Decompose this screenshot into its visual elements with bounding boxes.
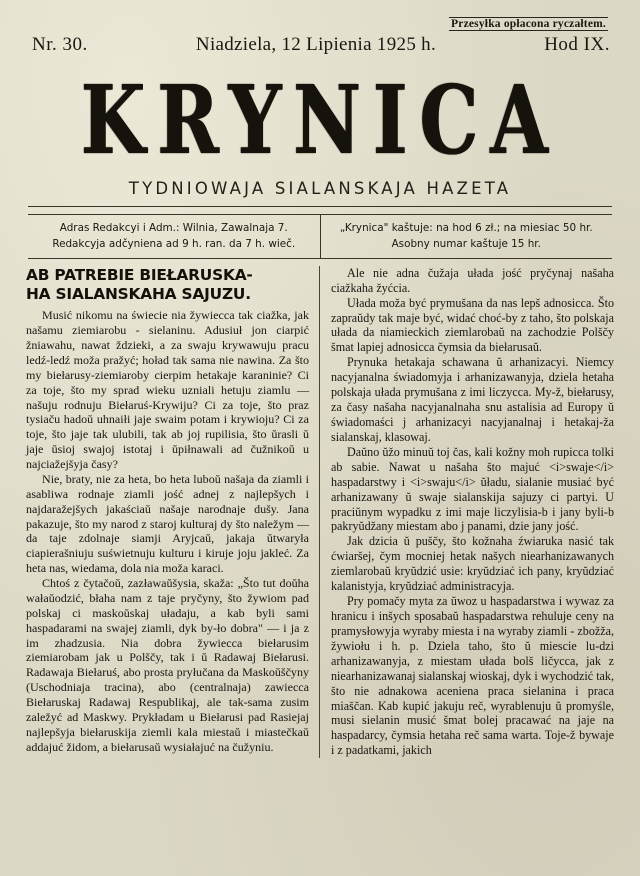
subscription-price-block: [321, 215, 613, 258]
article-headline: [26, 266, 309, 304]
article-headline-line1: AB PATREBIE BIEŁARUSKA-: [26, 265, 253, 284]
postage-note: [26, 18, 614, 30]
column-right: [320, 266, 614, 758]
article-paragraph: Nie, braty, nie za heta, bo heta luboŭ našaja da ziamli i asabliwa rodnaje ziamli jość adnej z najlepšych i najdaražejšych jakaściaŭ našaje narodnaje dušy. Jana pakazuje, što my narod z staroj kulturaj dy što naležym — da taje zdolnaje siamji Aryjcaŭ, jakaja ŭtwaryła ciapierašniuju suświetnuju kulturu i kiruje joju jakleć. Za heta nas, wiedama, dola nia moža karaci.: [26, 471, 309, 576]
article-paragraph: Ale nie adna čužaja ułada jość pryčynaj našaha ciažkaha žyćcia.: [331, 265, 614, 295]
issue-header: [32, 34, 610, 56]
article-paragraph: Musić nikomu na świecie nia žywiecca tak ciažka, jak našamu ziemiarobu - sielaninu. Adusiuł jon ciarpić žniawahu, nawat ždzieki, a za swaju krywawuju pracu ledź-ledź moža pražyć; hoład tak sama nie nawina. Za što my biełarusy-ziemiaroby cierpim hetakaje karaninie? Ci za toje, što my sprad wieku uzniali hetuju ziamlu — našuju rodnuju Biełaruś-Krywiju? Ci za toje, što praz tysiaču hadoŭ uhnaiłi jaje swaim potam i krywioju? Ci za toje, što jaje tak ulubili, tak ab joj rupilisia, što ŭrasli ŭ jaje ŭsioj swajoj istotaj i ŭpiłnawali ad čužnikoŭ u najciažejšyja časy?: [26, 308, 309, 472]
info-bar: [28, 214, 612, 259]
article-headline-line2: HA SIALANSKAHA SAJUZU.: [26, 284, 251, 303]
masthead: [26, 62, 614, 198]
column-left: [26, 266, 320, 758]
postage-note-text: Przesyłka opłacona ryczałtem.: [451, 18, 606, 30]
newspaper-subtitle: TYDNIOWAJA SIALANSKAJA HAZETA: [128, 178, 512, 198]
editorial-address: Adras Redakcyi i Adm.: Wilnia, Zawalnaja 7.: [59, 221, 288, 234]
subscription-price: „Krynica" kaštuje: na hod 6 zł.; na miesiac 50 hr.: [339, 221, 593, 234]
article-paragraph: Jak dzicia ŭ puščy, što kožnaha źwiaruka nasić tak ćwiaršej, čym mocniej hetak našych niearhanizawanych ziemlarobaŭ kryŭdzić usie: kryŭdziać ich pany, kryŭdziać kalanistyja, kryŭdziać administracyja.: [331, 534, 614, 594]
editorial-address-block: [28, 215, 321, 258]
article-paragraph: Ułada moža być prymušana da nas lepš adnosicca. Što zapraŭdy tak maje być, widać choć-by z taho, što polskaja ułada da niamieckich ziemlarobaŭ na zachodzie Polščy šmat lapiej adnosicca čymsia da biełarusaŭ.: [331, 295, 614, 355]
issue-date: Niadziela, 12 Lipienia 1925 h.: [195, 34, 437, 55]
article-paragraph: Pry pomačy myta za ŭwoz u haspadarstwa i wywaz za hranicu i inšych sposabaŭ haspadarstwa rehuluje ceny na pramysłowyja wyraby miesta i na wyraby ziamli - zbožža, žywiołu i h. p. Dziela taho, što ŭ miescie lu-dzi arhanizawanyja, z miestam ułada bolš ličycca, jak z niearhanizawanaj sialanskaj wioskaj, dyk i wychodzić tak, što nie adnakowa aceniena praca sielanina i praca miaščan. Kab kupić jakuju reč, wyrablenuju ŭ promyśle, musi sielanin musić šmat bolej pracawać na jaje na haspadarcy, čymsia hetaha reč sama warta. Toje-ž bywaje i z padatkami, jakich: [331, 594, 614, 758]
article-paragraph: Prynuka hetakaja schawana ŭ arhanizacyi. Niemcy nacyjanalna świadomyja i arhanizawanyja, dziela hetaha polskaja ułada prymušana z imi liczycca. My-ž, biełarusy, za časy našaha nacyjanalnaha snu astalisia ad Europy ŭ świadomaści j arhanizacyi nacyjanalnaj i hetakaj-ža sialanskaj, klasowaj.: [331, 355, 614, 444]
issue-number: Nr. 30.: [32, 34, 88, 55]
issue-volume: Hod IX.: [544, 34, 610, 55]
masthead-divider: [28, 206, 612, 207]
article-columns: [26, 266, 614, 758]
single-issue-price: Asobny numar kaštuje 15 hr.: [391, 237, 541, 250]
editorial-hours: Redakcyja adčyniena ad 9 h. ran. da 7 h. wieč.: [52, 237, 296, 250]
article-paragraph: Daŭno ŭžo minuŭ toj čas, kali kožny moh rupicca tolki ab sabie. Nawat u našaha što majuć <i>swaje</i> haspadarstwy i <i>swaju</i> ŭładu, sialanie musiać być arhanizawany ŭ swaje sialanskija sajuzy ci partyi. U praciŭnym wypadku z imi maje liczylisia-b i jany byli-b pakryŭdžany miestam abo j panami, dzie jany jość.: [331, 444, 614, 534]
article-paragraph: Chtoś z čytačoŭ, zazławaŭšysia, skaža: „Što tut doŭha wałaŭodzić, błaha nam z taje pryčyny, što žywiom pad polskaj ci maskoŭskaj uładaju, a kab byli sami haspadarami na swajej ziamli, dyk by-ło dobra" — i ja z im zhadzusia. Nia dobra žywiecca biełarusim ziemiarobam jak u Polščy, tak i ŭ Radawaj Biełarusi. Radawaja Biełaruś, abo prosta pryłučana da Maskoŭščyny (Uschodniaja tracina), abo (centralnaja) zawiecca Biełaruskaj Radawaj Respublikaj, ale tak-sama zusim zaležyć ad Maskwy. Prykładam u Biełarusi pad Rasiejaj najlepšyja biełaruskija ziemli kala miestaŭ i miastečkaŭ addajuć židom, a biełarusaŭ wysiałajuć na čužyniu.: [26, 576, 309, 754]
newspaper-title: KRYNICA: [80, 65, 560, 176]
